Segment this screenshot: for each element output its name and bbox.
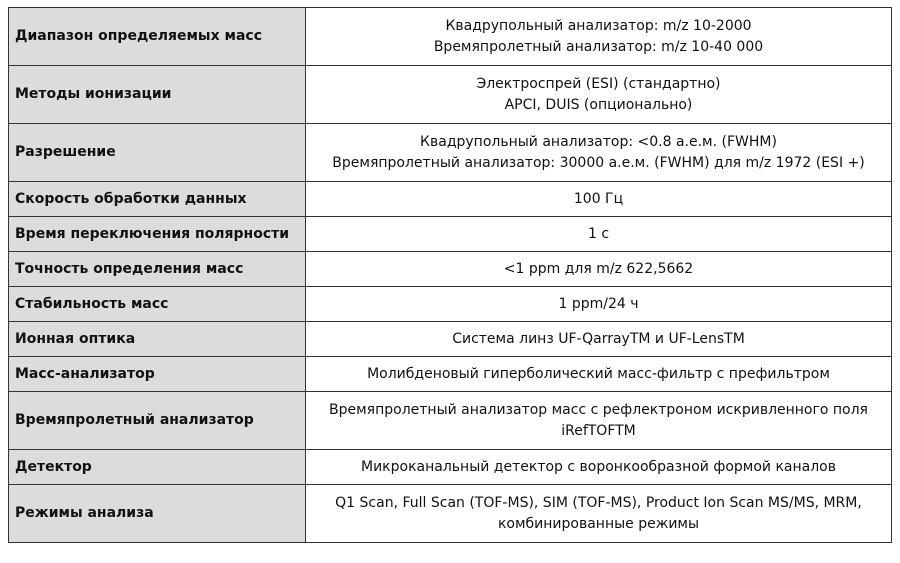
value-cell (306, 485, 892, 543)
value-cell (306, 252, 892, 287)
value-line: Времяпролетный анализатор масс с рефлектроном искривленного поля (329, 401, 868, 418)
value-line: <1 ppm для m/z 622,5662 (503, 260, 694, 277)
value-line: Времяпролетный анализатор: 30000 а.е.м. (FWHM) для m/z 1972 (ESI +) (332, 154, 865, 171)
value-cell (306, 124, 892, 182)
parameter-cell: Режимы анализа (9, 485, 306, 543)
table-row (9, 66, 892, 124)
parameter-cell: Время переключения полярности (9, 217, 306, 252)
value-line: Микроканальный детектор с воронкообразной формой каналов (361, 458, 836, 475)
table-row (9, 485, 892, 543)
parameter-cell: Методы ионизации (9, 66, 306, 124)
parameter-cell: Разрешение (9, 124, 306, 182)
parameter-cell: Времяпролетный анализатор (9, 392, 306, 450)
value-line: 1 с (587, 225, 610, 242)
specifications-table (8, 7, 892, 543)
table-row (9, 287, 892, 322)
table-row (9, 450, 892, 485)
parameter-cell: Скорость обработки данных (9, 182, 306, 217)
value-cell (306, 217, 892, 252)
value-cell (306, 357, 892, 392)
value-cell (306, 392, 892, 450)
table-row (9, 182, 892, 217)
value-line: Квадрупольный анализатор: m/z 10-2000 (445, 17, 752, 34)
specifications-table-body (9, 8, 892, 543)
parameter-cell: Масс-анализатор (9, 357, 306, 392)
table-row (9, 124, 892, 182)
value-cell (306, 322, 892, 357)
value-cell (306, 287, 892, 322)
value-line: Молибденовый гиперболический масс-фильтр с префильтром (367, 365, 830, 382)
value-line: 1 ppm/24 ч (558, 295, 639, 312)
table-row (9, 322, 892, 357)
value-line: Q1 Scan, Full Scan (TOF-MS), SIM (TOF-MS), Product Ion Scan MS/MS, MRM, (335, 494, 862, 511)
value-cell (306, 8, 892, 66)
value-line: iRefTOFTM (561, 422, 636, 439)
value-line: APCI, DUIS (опционально) (504, 96, 693, 113)
parameter-cell: Детектор (9, 450, 306, 485)
table-row (9, 217, 892, 252)
value-cell (306, 450, 892, 485)
value-cell (306, 182, 892, 217)
table-row (9, 357, 892, 392)
value-line: Электроспрей (ESI) (стандартно) (476, 75, 721, 92)
value-line: Времяпролетный анализатор: m/z 10-40 000 (433, 38, 764, 55)
table-row (9, 252, 892, 287)
value-line: Квадрупольный анализатор: <0.8 а.е.м. (FWHM) (420, 133, 777, 150)
parameter-cell: Ионная оптика (9, 322, 306, 357)
value-line: Система линз UF-QarrayTM и UF-LensTM (452, 330, 745, 347)
parameter-cell: Стабильность масс (9, 287, 306, 322)
value-line: комбинированные режимы (497, 515, 700, 532)
parameter-cell: Точность определения масс (9, 252, 306, 287)
table-row (9, 8, 892, 66)
parameter-cell: Диапазон определяемых масс (9, 8, 306, 66)
value-line: 100 Гц (573, 190, 624, 207)
table-row (9, 392, 892, 450)
value-cell (306, 66, 892, 124)
